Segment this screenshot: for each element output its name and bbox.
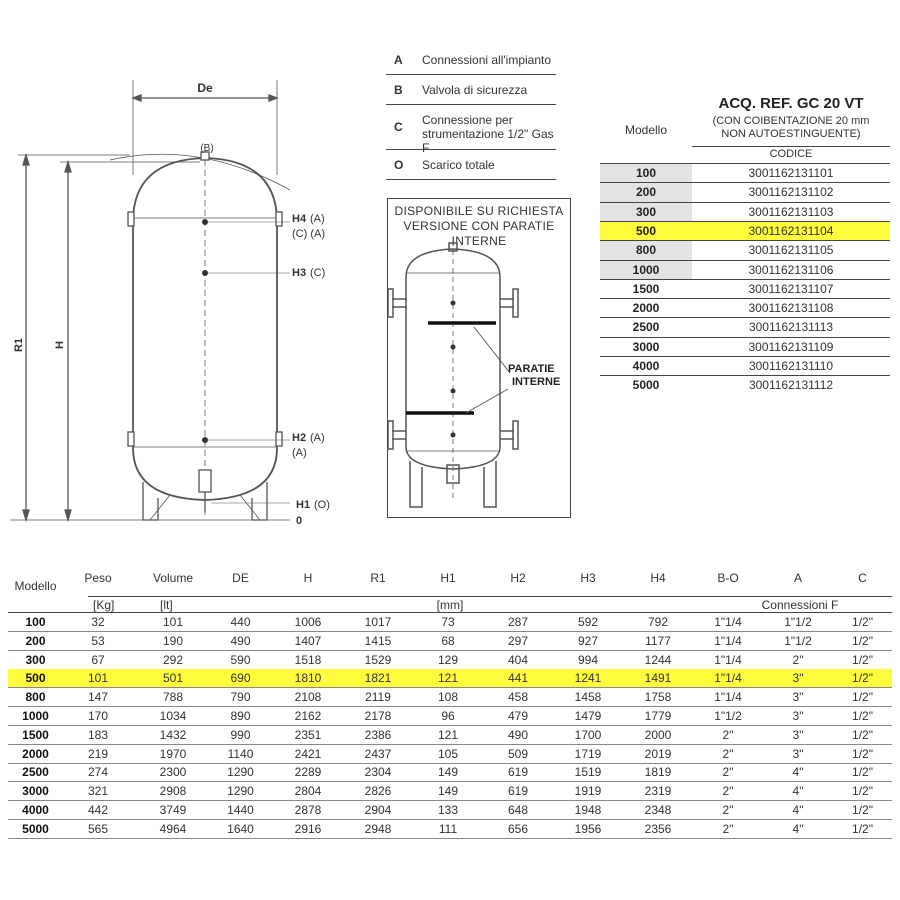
codes-row	[600, 298, 890, 318]
spec-cell: 1810	[294, 671, 322, 686]
spec-cell: 274	[87, 765, 109, 780]
spec-cell: 2351	[294, 727, 322, 742]
spec-model-cell: 1500	[22, 727, 49, 742]
connections-legend	[386, 45, 556, 180]
spec-model-cell: 5000	[22, 821, 49, 836]
codes-model-cell: 300	[600, 203, 692, 222]
legend-row	[386, 105, 556, 155]
spec-row	[8, 782, 892, 801]
spec-cell: 121	[437, 727, 459, 742]
legend-letter: A	[394, 53, 403, 67]
spec-cell: 2356	[644, 821, 672, 836]
spec-cell: 2300	[159, 765, 187, 780]
spec-model-cell: 4000	[22, 803, 49, 817]
spec-row	[8, 688, 892, 707]
spec-cell: 458	[507, 690, 529, 705]
spec-cell: 2108	[294, 690, 322, 705]
spec-cell: 2"	[722, 784, 734, 799]
spec-cell: 53	[91, 633, 105, 648]
spec-cell: 1241	[574, 671, 602, 686]
spec-cell: 1/2"	[852, 784, 873, 799]
spec-cell: 287	[507, 615, 529, 629]
codes-code-cell: 3001162131107	[748, 281, 834, 296]
baffles-title-line: INTERNE	[451, 234, 507, 248]
spec-model-cell: 300	[25, 652, 46, 667]
spec-cell: 2"	[722, 765, 734, 780]
spec-cell: 292	[162, 652, 184, 667]
spec-model-cell: 800	[25, 690, 46, 705]
spec-cell: 1244	[644, 652, 672, 667]
spec-cell: 2908	[159, 784, 187, 799]
spec-cell: 1407	[294, 633, 322, 648]
spec-cell: 32	[91, 615, 105, 629]
spec-row	[8, 707, 892, 726]
codes-model-cell: 100	[600, 164, 692, 183]
spec-cell: 927	[577, 633, 599, 648]
spec-cell: 1290	[227, 765, 254, 780]
spec-cell: 2000	[644, 727, 672, 742]
codes-model-cell: 500	[635, 223, 657, 238]
spec-row	[8, 651, 892, 670]
codes-code-cell: 3001162131109	[748, 339, 834, 354]
spec-cell: 133	[437, 803, 459, 817]
spec-cell: 440	[230, 615, 251, 629]
spec-cell: 2178	[364, 709, 392, 723]
label-h4: H4	[292, 213, 307, 225]
spec-cell: 490	[507, 727, 529, 742]
spec-cell: 2304	[364, 765, 392, 780]
spec-cell: 1"1/4	[714, 633, 742, 648]
label-h3-conn: (C)	[310, 267, 326, 279]
label-h1: H1	[296, 499, 311, 511]
codes-title: ACQ. REF. GC 20 VT	[718, 95, 864, 112]
spec-cell: 1/2"	[852, 821, 873, 836]
codes-code-cell: 3001162131105	[748, 243, 834, 258]
spec-cell: 792	[647, 615, 669, 629]
codes-code-cell: 3001162131102	[748, 185, 834, 200]
spec-cell: 490	[230, 633, 251, 648]
spec-cell: 73	[441, 615, 455, 629]
spec-cell: 1440	[227, 803, 254, 817]
tank-drawing	[0, 0, 380, 540]
legend-row	[386, 150, 556, 180]
spec-cell: 1"1/2	[784, 615, 812, 629]
label-h4-conn1: (A)	[310, 213, 325, 225]
spec-cell: 170	[87, 709, 109, 723]
codes-row	[600, 356, 890, 376]
spec-cell: 990	[230, 727, 251, 742]
codes-model-cell: 200	[600, 183, 692, 202]
spec-cell: 1479	[574, 709, 602, 723]
spec-cell: 1"1/4	[714, 615, 742, 629]
spec-cell: 3749	[159, 803, 187, 817]
spec-cell: 1"1/2	[784, 633, 812, 648]
spec-cell: 1"1/4	[714, 671, 742, 686]
spec-cell: 121	[437, 671, 459, 686]
spec-cell: 2289	[294, 765, 322, 780]
spec-cell: 3"	[792, 746, 804, 761]
spec-cell: 183	[87, 727, 109, 742]
codes-model-cell: 2500	[632, 320, 660, 335]
spec-header-cell: Volume	[152, 571, 194, 585]
codes-code-cell: 3001162131101	[748, 166, 834, 180]
spec-cell: 479	[507, 709, 529, 723]
spec-cell: 1/2"	[852, 633, 873, 648]
codes-row	[600, 375, 890, 395]
spec-cell: 1415	[364, 633, 392, 648]
baffles-option-box	[387, 198, 571, 518]
label-h2: H2	[292, 432, 307, 444]
codes-subtitle-line: NON AUTOESTINGUENTE)	[721, 128, 861, 140]
legend-text: Valvola di sicurezza	[422, 83, 528, 97]
spec-cell: 619	[507, 784, 529, 799]
spec-cell: 1640	[227, 821, 254, 836]
spec-cell: 149	[437, 784, 459, 799]
codes-model-cell: 5000	[632, 378, 660, 393]
baffles-tank-drawing	[388, 199, 570, 517]
codes-model-cell: 1000	[600, 261, 692, 280]
spec-cell: 147	[87, 690, 109, 705]
spec-header-cell: H2	[510, 571, 526, 585]
spec-row	[8, 632, 892, 651]
spec-cell: 1/2"	[852, 652, 873, 667]
spec-cell: 1919	[574, 784, 602, 799]
spec-cell: 1519	[574, 765, 602, 780]
spec-cell: 1970	[159, 746, 187, 761]
spec-cell: 1/2"	[852, 671, 873, 686]
codes-subtitle	[692, 115, 890, 141]
label-de: De	[197, 81, 213, 95]
codes-model-header: Modello	[624, 123, 668, 137]
codes-row	[600, 240, 890, 260]
baffles-title-line: VERSIONE CON PARATIE	[403, 219, 555, 233]
codes-code-cell: 3001162131112	[748, 378, 834, 393]
codes-row	[600, 337, 890, 357]
spec-cell: 788	[162, 690, 184, 705]
baffles-title-line: DISPONIBILE SU RICHIESTA	[394, 204, 564, 218]
unit-connessioni: Connessioni F	[761, 598, 839, 612]
spec-cell: 68	[441, 633, 455, 648]
legend-row	[386, 75, 556, 105]
spec-model-cell: 100	[25, 615, 46, 629]
spec-cell: 1819	[644, 765, 672, 780]
spec-cell: 101	[162, 615, 184, 629]
codes-row	[600, 202, 890, 222]
spec-cell: 101	[87, 671, 109, 686]
spec-cell: 2019	[644, 746, 672, 761]
codes-row	[600, 317, 890, 337]
spec-cell: 1290	[227, 784, 254, 799]
label-h2-conn2: (A)	[292, 447, 307, 459]
spec-cell: 1956	[574, 821, 602, 836]
spec-cell: 2437	[364, 746, 392, 761]
spec-cell: 4964	[159, 821, 187, 836]
spec-cell: 1/2"	[852, 746, 873, 761]
spec-row	[8, 726, 892, 745]
spec-cell: 1719	[574, 746, 602, 761]
spec-cell: 1140	[227, 746, 254, 761]
spec-cell: 2348	[644, 803, 672, 817]
spec-header-cell: Modello	[14, 579, 57, 593]
codes-row	[600, 221, 890, 241]
spec-cell: 1"1/2	[714, 709, 742, 723]
spec-header-cell: H1	[440, 571, 456, 585]
spec-cell: 1821	[364, 671, 392, 686]
legend-text: Connessioni all'impianto	[422, 53, 552, 67]
spec-model-cell: 2000	[22, 746, 49, 761]
spec-header-cell: H4	[650, 571, 666, 585]
spec-cell: 1/2"	[852, 690, 873, 705]
spec-cell: 565	[87, 821, 109, 836]
spec-row	[8, 669, 892, 688]
codes-row	[600, 163, 890, 183]
spec-cell: 404	[507, 652, 529, 667]
codes-row	[600, 279, 890, 299]
spec-cell: 2948	[364, 821, 392, 836]
spec-cell: 2"	[722, 821, 734, 836]
spec-cell: 690	[230, 671, 251, 686]
spec-header-cell: Peso	[84, 571, 112, 585]
spec-cell: 3"	[792, 727, 804, 742]
label-zero: 0	[296, 515, 303, 527]
spec-cell: 4"	[792, 803, 804, 817]
spec-cell: 2162	[294, 709, 322, 723]
spec-header-cell: H3	[580, 571, 596, 585]
codes-model-cell: 4000	[632, 359, 660, 373]
spec-cell: 592	[577, 615, 599, 629]
spec-cell: 149	[437, 765, 459, 780]
spec-cell: 2119	[365, 690, 391, 705]
spec-cell: 441	[507, 671, 529, 686]
spec-cell: 2904	[364, 803, 392, 817]
spec-cell: 129	[437, 652, 459, 667]
spec-cell: 108	[437, 690, 459, 705]
codes-model-cell: 2000	[632, 301, 660, 316]
spec-cell: 790	[230, 690, 251, 705]
legend-letter: B	[394, 83, 403, 97]
spec-cell: 1518	[294, 652, 322, 667]
spec-cell: 1779	[644, 709, 672, 723]
baffles-callout-line: INTERNE	[512, 376, 561, 388]
codes-code-header: CODICE	[769, 148, 813, 160]
spec-cell: 1529	[364, 652, 392, 667]
spec-cell: 4"	[792, 784, 804, 799]
spec-cell: 2"	[722, 746, 734, 761]
spec-cell: 3"	[792, 709, 804, 723]
label-h1-conn: (O)	[314, 499, 330, 511]
codes-model-cell: 1500	[632, 281, 660, 296]
spec-cell: 1758	[644, 690, 672, 705]
codes-code-cell: 3001162131113	[748, 320, 834, 335]
label-h: H	[54, 341, 66, 349]
spec-cell: 105	[437, 746, 459, 761]
label-h2-conn1: (A)	[310, 432, 325, 444]
unit-mm: [mm]	[436, 598, 464, 612]
spec-cell: 1948	[574, 803, 602, 817]
spec-cell: 501	[162, 671, 184, 686]
spec-cell: 1458	[574, 690, 602, 705]
spec-model-cell: 1000	[22, 709, 49, 723]
spec-cell: 1/2"	[852, 615, 873, 629]
spec-cell: 1700	[574, 727, 602, 742]
spec-cell: 297	[507, 633, 529, 648]
baffles-callout-line: PARATIE	[508, 363, 555, 375]
spec-cell: 2"	[722, 727, 734, 742]
legend-text: Scarico totale	[422, 158, 495, 172]
spec-cell: 2"	[792, 652, 804, 667]
spec-model-cell: 2500	[22, 765, 49, 780]
spec-cell: 4"	[792, 821, 804, 836]
spec-cell: 1"1/4	[714, 690, 742, 705]
spec-cell: 1034	[159, 709, 187, 723]
product-codes-table	[600, 95, 890, 400]
spec-cell: 2826	[364, 784, 392, 799]
spec-cell: 2386	[364, 727, 392, 742]
codes-code-cell: 3001162131104	[748, 223, 834, 238]
spec-cell: 1/2"	[852, 765, 873, 780]
spec-cell: 509	[507, 746, 529, 761]
spec-table	[8, 560, 892, 836]
codes-model-cell: 800	[600, 241, 692, 260]
unit-volume: [lt]	[160, 598, 173, 612]
spec-header-cell: A	[793, 571, 802, 585]
spec-header-cell: DE	[232, 571, 249, 585]
spec-cell: 3"	[792, 671, 804, 686]
spec-cell: 1/2"	[852, 709, 873, 723]
spec-cell: 96	[441, 709, 455, 723]
spec-cell: 3"	[792, 690, 804, 705]
label-b-top: (B)	[200, 143, 214, 154]
spec-header-cell: C	[858, 571, 867, 585]
spec-cell: 648	[507, 803, 529, 817]
spec-cell: 2"	[722, 803, 734, 817]
legend-letter: C	[394, 120, 403, 134]
spec-model-cell: 3000	[22, 784, 49, 799]
baffles-callout	[508, 363, 568, 389]
spec-cell: 67	[91, 652, 105, 667]
spec-cell: 111	[438, 821, 458, 836]
spec-row	[8, 801, 892, 820]
spec-row	[8, 745, 892, 764]
codes-row	[600, 260, 890, 280]
codes-code-cell: 3001162131106	[748, 262, 834, 277]
spec-header-cell: H	[303, 571, 313, 585]
spec-cell: 1017	[364, 615, 392, 629]
spec-cell: 1/2"	[852, 803, 873, 817]
spec-row	[8, 613, 892, 632]
spec-cell: 442	[87, 803, 109, 817]
codes-subtitle-line: (CON COIBENTAZIONE 20 mm	[712, 115, 870, 127]
spec-cell: 1177	[645, 633, 671, 648]
spec-model-cell: 200	[25, 633, 46, 648]
spec-cell: 619	[507, 765, 529, 780]
unit-peso: [Kg]	[93, 598, 115, 612]
spec-cell: 1"1/4	[714, 652, 742, 667]
codes-model-cell: 3000	[632, 339, 660, 354]
spec-cell: 190	[162, 633, 184, 648]
spec-cell: 1006	[294, 615, 322, 629]
codes-row	[600, 182, 890, 202]
spec-header-cell: B-O	[717, 571, 739, 585]
label-r1: R1	[13, 337, 25, 353]
legend-text: Connessione per strumentazione 1/2" Gas F	[422, 113, 554, 155]
spec-row	[8, 820, 892, 839]
spec-cell: 2319	[644, 784, 672, 799]
spec-cell: 890	[230, 709, 251, 723]
spec-cell: 2916	[294, 821, 322, 836]
spec-cell: 2878	[294, 803, 322, 817]
spec-cell: 994	[577, 652, 599, 667]
spec-cell: 1432	[159, 727, 187, 742]
spec-model-cell: 500	[25, 671, 46, 686]
spec-cell: 321	[87, 784, 109, 799]
legend-row	[386, 45, 556, 75]
codes-code-cell: 3001162131108	[748, 301, 834, 316]
spec-cell: 1/2"	[852, 727, 873, 742]
legend-letter: O	[394, 158, 404, 172]
spec-cell: 590	[230, 652, 251, 667]
codes-code-cell: 3001162131110	[748, 359, 834, 373]
spec-cell: 656	[507, 821, 529, 836]
spec-cell: 219	[87, 746, 109, 761]
spec-cell: 1491	[644, 671, 672, 686]
label-h3: H3	[292, 267, 307, 279]
spec-header-cell: R1	[370, 571, 386, 585]
spec-cell: 2421	[294, 746, 322, 761]
label-h4-conn2: (C) (A)	[292, 228, 325, 240]
codes-code-cell: 3001162131103	[748, 204, 834, 219]
spec-cell: 2804	[294, 784, 322, 799]
spec-row	[8, 763, 892, 782]
spec-cell: 4"	[792, 765, 804, 780]
